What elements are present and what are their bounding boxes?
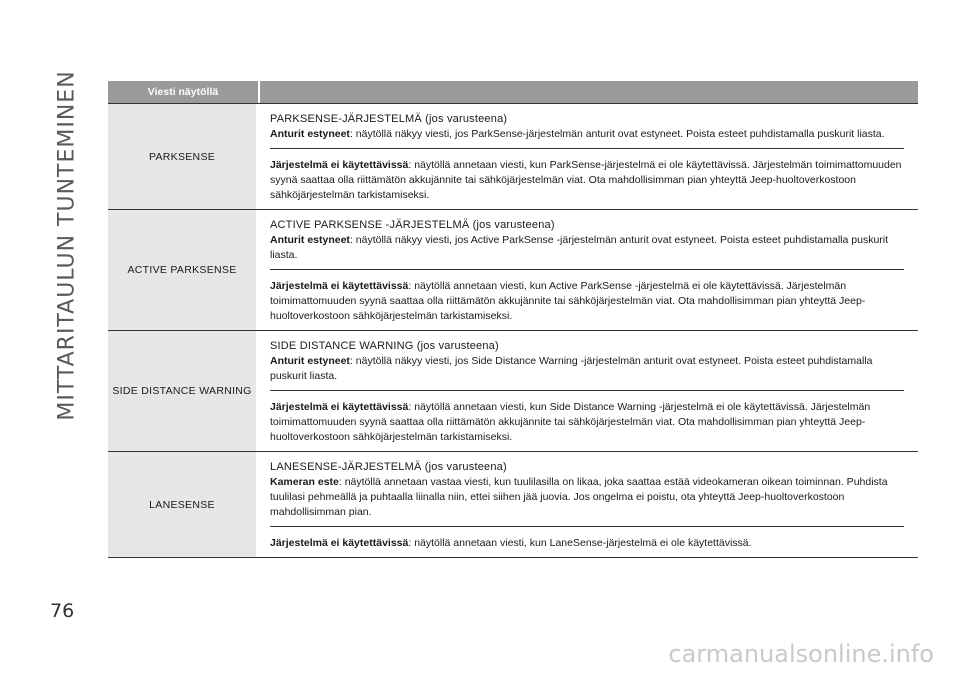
row-block: [270, 331, 904, 390]
row-title: ACTIVE PARKSENSE -JÄRJESTELMÄ (jos varusteena): [270, 219, 555, 231]
entry-description: : näytöllä näkyy viesti, jos Active ParkSense -järjestelmän anturit ovat estyneet. Poista esteet puhdistamalla puskurit liasta.: [270, 234, 889, 261]
row-block: [270, 104, 904, 148]
row-title: PARKSENSE-JÄRJESTELMÄ (jos varusteena): [270, 113, 508, 125]
row-title: LANESENSE-JÄRJESTELMÄ (jos varusteena): [270, 461, 507, 473]
message-table: [108, 81, 918, 558]
entry-description: : näytöllä annetaan vastaa viesti, kun tuulilasilla on likaa, joka saattaa estää videokameran oikean toiminnan. Puhdista tuulilasi pehmeällä ja puhtaalla liinalla niin, ettei siihen jää juovia. Jos ongelma ei poistu, ota yhteyttä Jeep-huoltoverkostoon mahdollisimman pian.: [270, 476, 888, 518]
row-block: [270, 452, 904, 526]
entry-description: : näytöllä annetaan viesti, kun Active ParkSense -järjestelmä ei ole käytettävissä. Järjestelmän toimimattomuuden syynä saattaa olla riittämätön akkujännite tai sähköjärjestelmän viat. Ota mahdollisimman pian yhteyttä Jeep-huoltoverkostoon sähköjärjestelmän tarkistamiseksi.: [270, 280, 866, 322]
table-row: [108, 103, 918, 209]
table-row: [108, 451, 918, 558]
table-row: [108, 209, 918, 330]
row-label: SIDE DISTANCE WARNING: [108, 331, 258, 451]
row-content: [258, 331, 918, 451]
entry-text: [270, 158, 904, 203]
header-description-column: [260, 81, 918, 103]
chapter-side-title-text: MITTARITAULUN TUNTEMINEN: [54, 69, 80, 421]
entry-term: Anturit estyneet: [270, 355, 350, 367]
header-message-column: Viesti näytöllä: [108, 81, 260, 103]
entry-description: : näytöllä annetaan viesti, kun ParkSense-järjestelmä ei ole käytettävissä. Järjestelmän toimimattomuuden syynä saattaa olla riittämätön akkujännite tai sähköjärjestelmän viat. Ota mahdollisimman pian yhteyttä Jeep-huoltoverkostoon sähköjärjestelmän tarkistamiseksi.: [270, 159, 902, 201]
row-title: SIDE DISTANCE WARNING (jos varusteena): [270, 340, 499, 352]
page-number: 76: [50, 600, 75, 622]
row-label: LANESENSE: [108, 452, 258, 557]
chapter-side-title: [52, 69, 82, 421]
entry-text: [270, 536, 904, 551]
entry-term: Järjestelmä ei käytettävissä: [270, 537, 409, 549]
entry-term: Järjestelmä ei käytettävissä: [270, 159, 409, 171]
entry-description: : näytöllä annetaan viesti, kun Side Distance Warning -järjestelmä ei ole käytettävissä. Järjestelmän toimimattomuuden syynä saattaa olla riittämätön akkujännite tai sähköjärjestelmän viat. Ota mahdollisimman pian yhteyttä Jeep-huoltoverkostoon sähköjärjestelmän tarkistamiseksi.: [270, 401, 871, 443]
row-label: PARKSENSE: [108, 104, 258, 209]
entry-term: Anturit estyneet: [270, 234, 350, 246]
entry-term: Järjestelmä ei käytettävissä: [270, 280, 409, 292]
table-header: [108, 81, 918, 103]
entry-text: [270, 475, 904, 520]
row-content: [258, 452, 918, 557]
entry-description: : näytöllä annetaan viesti, kun LaneSense-järjestelmä ei ole käytettävissä.: [408, 537, 752, 549]
watermark-text: carmanualsonline.info: [668, 640, 934, 668]
entry-text: [270, 354, 904, 384]
entry-text: [270, 400, 904, 445]
entry-text: [270, 127, 904, 142]
row-block: [270, 390, 904, 451]
entry-description: : näytöllä näkyy viesti, jos Side Distance Warning -järjestelmän anturit ovat estyneet. Poista esteet puhdistamalla puskurit liasta.: [270, 355, 873, 382]
row-block: [270, 526, 904, 557]
row-content: [258, 104, 918, 209]
table-row: [108, 330, 918, 451]
row-content: [258, 210, 918, 330]
entry-text: [270, 233, 904, 263]
entry-term: Kameran este: [270, 476, 339, 488]
entry-text: [270, 279, 904, 324]
entry-term: Järjestelmä ei käytettävissä: [270, 401, 409, 413]
row-block: [270, 210, 904, 269]
row-label: ACTIVE PARKSENSE: [108, 210, 258, 330]
entry-term: Anturit estyneet: [270, 128, 350, 140]
row-block: [270, 269, 904, 330]
entry-description: : näytöllä näkyy viesti, jos ParkSense-järjestelmän anturit ovat estyneet. Poista esteet puhdistamalla puskurit liasta.: [349, 128, 885, 140]
row-block: [270, 148, 904, 209]
